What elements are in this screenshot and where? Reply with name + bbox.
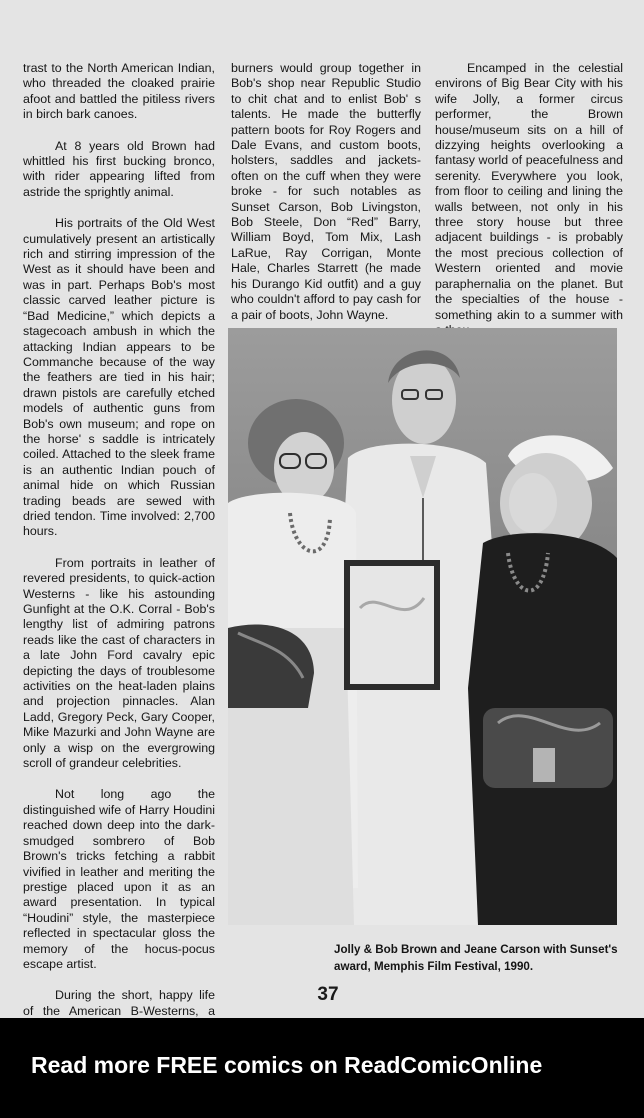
photo-illustration <box>228 328 617 925</box>
photo-caption: Jolly & Bob Brown and Jeane Carson with Sunset's award, Memphis Film Festival, 1990. <box>334 943 618 973</box>
paragraph: burners would group together in Bob's shop near Republic Studio to chit chat and to enlist Bob' s talents. He made the butterfly pattern boots for Roy Rogers and Dale Evans, and custom boots, holsters, saddles and jackets- often on the cuff when they were broke - for such notables as Sunset Carson, Bob Livingston, Bob Steele, Don “Red” Barry, William Boyd, Tom Mix, Lash LaRue, Ray Corrigan, Monte Hale, Charles Starrett (he made his Durango Kid outfit) and a guy who couldn't afford to pay cash for a pair of boots, John Wayne. <box>231 61 421 322</box>
article-column-1 <box>23 61 215 1066</box>
paragraph: At 8 years old Brown had whittled his first bucking bronco, with rider appearing lifted from astride the sprightly animal. <box>23 138 215 199</box>
page-number: 37 <box>317 984 339 1005</box>
promo-banner-link[interactable]: Read more FREE comics on ReadComicOnline <box>31 1052 543 1078</box>
article-column-3 <box>435 61 623 354</box>
paragraph: His portraits of the Old West cumulatively present an artistically rich and stirring impression of the West as it should have been and was in part. Perhaps Bob's most classic carved leather picture is “Bad Medicine,” which depicts a stagecoach ambush in which the attacking Indian appears to be Commanche because of the way the feathers are tied in his hair; drawn pistols are carefully etched models of authentic guns from Bob's own museum; and rope on the horse' s saddle is intricately coiled. Attached to the sleek frame is an authentic Indian pouch of animal hide on which Russian trading beads are sewed with dried tendon. Time involved: 2,700 hours. <box>23 216 215 539</box>
paragraph: trast to the North American Indian, who threaded the cloaked prairie afoot and battled the pitiless rivers in birch bark canoes. <box>23 61 215 122</box>
article-column-2 <box>231 61 421 339</box>
paragraph: Encamped in the celestial environs of Big Bear City with his wife Jolly, a former circus performer, the Brown house/museum sits on a hill of dizzying heights overlooking a fantasy world of peacefulness and serenity. Everywhere you look, from floor to ceiling and lining the walls between, not only in his three story house but three adjacent buildings - is probably the most precious collection of Western oriented and movie paraphernalia on the planet. But the specialties of the house - something akin to a summer with <box>435 61 623 322</box>
paragraph: From portraits in leather of revered presidents, to quick-action Westerns - like his astounding Gunfight at the O.K. Corral - Bob's lengthy list of admiring patrons reads like the cast of characters in a late John Ford cavalry epic depicting the days of troublesome activities on the heat-laden plains and projection pinnacles. Alan Ladd, Gregory Peck, Gary Cooper, Mike Mazurki and John Wayne are only a wisp on the evergrowing scroll of grandeur celebrities. <box>23 555 215 771</box>
paragraph: During the short, happy life of the American B-Westerns, a <box>23 988 215 1018</box>
article-photo <box>228 328 617 925</box>
paragraph: Not long ago the distinguished wife of Harry Houdini reached down deep into the dark-smudged sombrero of Bob Brown's tricks fetching a rabbit vivified in leather and meriting the prestige placed upon it as an award presentation. In typical “Houdini” style, the masterpiece reflected in spectacular gloss the memory of the hocus-pocus escape artist. <box>23 787 215 971</box>
